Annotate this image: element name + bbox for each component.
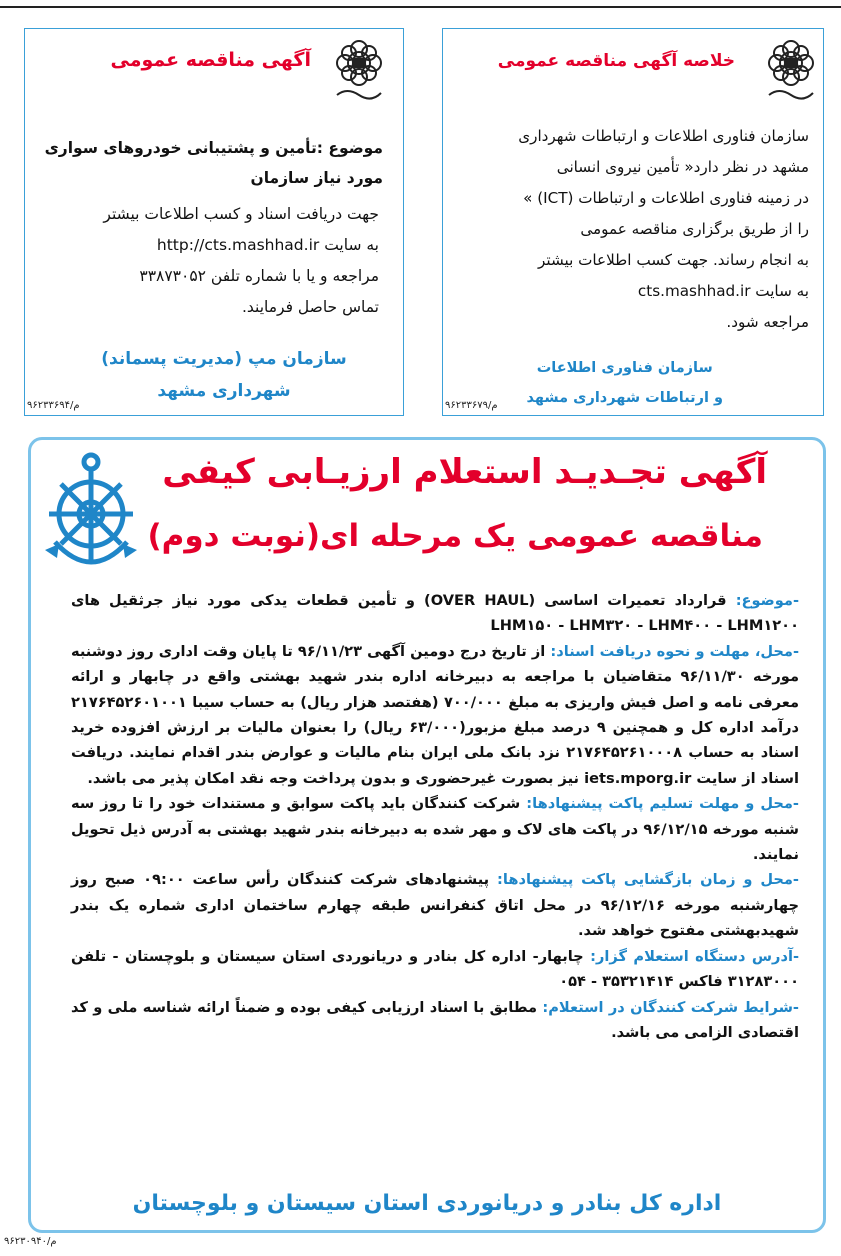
mashhad-municipality-logo bbox=[763, 35, 819, 109]
left-tender-ad bbox=[24, 28, 404, 416]
section-address bbox=[71, 948, 799, 990]
body-line: را از طریق برگزاری مناقصه عمومی bbox=[580, 220, 809, 238]
main-ad-footer: اداره کل بنادر و دریانوردی استان سیستان و بلوچستان bbox=[132, 1191, 722, 1216]
main-ad-body bbox=[71, 588, 799, 1045]
body-line: به سایت http://cts.mashhad.ir bbox=[156, 236, 379, 254]
body-line: مراجعه و یا با شماره تلفن ۳۳۸۷۳۰۵۲ bbox=[139, 267, 379, 285]
signature-line: و ارتباطات شهرداری مشهد bbox=[526, 390, 723, 406]
section-text: مطابق با اسناد ارزیابی کیفی بوده و ضمناً ارائه شناسه ملی و کد اقتصادی الزامی می باشد. bbox=[71, 998, 799, 1041]
body-line: جهت دریافت اسناد و کسب اطلاعات بیشتر bbox=[103, 205, 379, 223]
body-line: مشهد در نظر دارد« تأمین نیروی انسانی bbox=[556, 158, 809, 176]
section-label: -آدرس دستگاه استعلام گزار: bbox=[590, 947, 800, 965]
right-tender-ad bbox=[442, 28, 824, 416]
main-title: آگهی تجـدیـد استعلام ارزیـابی کیفی bbox=[162, 452, 767, 492]
body-line: به انجام رساند. جهت کسب اطلاعات بیشتر bbox=[537, 251, 809, 269]
left-ad-subject bbox=[45, 133, 383, 193]
section-text: پیشنهادهای شرکت کنندگان رأس ساعت ۰۹:۰۰ صبح روز چهارشنبه مورخه ۹۶/۱۲/۱۶ در محل اتاق کنفرانس طبقه چهارم ساختمان اداری شماره یک بندر شهیدبهشتی مفتوح خواهد شد. bbox=[71, 871, 800, 940]
left-ad-body bbox=[103, 199, 379, 323]
left-ad-title: آگهی مناقصه عمومی bbox=[110, 49, 311, 71]
section-text: شرکت کنندگان باید پاکت سوابق و مستندات خود را تا روز سه شنبه مورخه ۹۶/۱۲/۱۵ در پاکت های لاک و مهر شده به دبیرخانه بندر شهید بهشتی به آدرس ذیل تحویل نمایند. bbox=[71, 795, 800, 864]
main-ad-ref: م/۹۶۲۳۰۹۴۰ bbox=[4, 1236, 57, 1247]
signature-line: شهرداری مشهد bbox=[157, 381, 291, 401]
section-submission bbox=[71, 795, 799, 863]
section-label: -شرایط شرکت کنندگان در استعلام: bbox=[542, 998, 799, 1016]
section-label: -موضوع: bbox=[735, 592, 800, 609]
signature-line: سازمان فناوری اطلاعات bbox=[536, 360, 713, 376]
section-label: -محل، مهلت و نحوه دریافت اسناد: bbox=[550, 642, 800, 660]
subject-line: مورد نیاز سازمان bbox=[250, 169, 383, 187]
section-opening bbox=[71, 871, 799, 939]
subject-line: موضوع :تأمین و پشتیبانی خودروهای سواری bbox=[44, 139, 383, 157]
section-label: -محل و زمان بازگشایی پاکت پیشنهادها: bbox=[497, 871, 799, 889]
body-line: در زمینه فناوری اطلاعات و ارتباطات (ICT) » bbox=[523, 189, 809, 207]
section-label: -محل و مهلت تسلیم پاکت پیشنهادها: bbox=[526, 795, 799, 813]
mashhad-municipality-logo bbox=[331, 35, 387, 109]
body-line: تماس حاصل فرمایند. bbox=[241, 298, 379, 316]
section-text: چابهار- اداره کل بنادر و دریانوردی استان سیستان و بلوچستان - تلفن ۳۱۲۸۳۰۰۰ فاکس ۳۵۳۲۱۴۱۴ - ۰۵۴ bbox=[71, 947, 799, 991]
right-ad-signature bbox=[526, 353, 723, 413]
left-ad-signature bbox=[65, 343, 383, 407]
body-line: مراجعه شود. bbox=[726, 313, 809, 331]
right-ad-body bbox=[518, 121, 809, 338]
signature-line: سازمان مپ (مدیریت پسماند) bbox=[101, 349, 347, 369]
anchor-wheel-logo bbox=[41, 450, 141, 578]
main-subtitle: مناقصه عمومی یک مرحله ای(نوبت دوم) bbox=[147, 518, 763, 554]
section-documents bbox=[71, 643, 799, 787]
body-line: سازمان فناوری اطلاعات و ارتباطات شهرداری bbox=[518, 127, 809, 145]
top-rule bbox=[0, 6, 841, 8]
left-ad-ref: م/۹۶۲۳۳۶۹۴ bbox=[27, 400, 80, 411]
section-conditions bbox=[71, 999, 799, 1041]
section-subject bbox=[71, 592, 799, 634]
right-ad-title: خلاصه آگهی مناقصه عمومی bbox=[497, 51, 735, 71]
right-ad-ref: م/۹۶۲۳۳۶۷۹ bbox=[445, 400, 498, 411]
main-tender-ad bbox=[28, 437, 826, 1233]
section-text: از تاریخ درج دومین آگهی ۹۶/۱۱/۲۳ تا پایان وقت اداری روز دوشنبه مورخه ۹۶/۱۱/۳۰ متقاضیان با مراجعه به دبیرخانه اداره بندر شهید بهشتی واقع در چابهار و ارائه معرفی نامه و اصل فیش واریزی به مبلغ ۷۰۰/۰۰۰ (هفتصد هزار ریال) به حساب سیبا ۲۱۷۶۴۵۲۶۰۱۰۰۱ درآمد اداره کل و همچنین ۹ درصد مبلغ مزبور(۶۳/۰۰۰ ریال) را بعنوان مالیات بر ارزش افزوده خرید اسناد به حساب ۲۱۷۶۴۵۲۶۱۰۰۰۸ نزد بانک ملی ایران بنام مالیات و عوارض بندر اقدام نمایند. دریافت اسناد از سایت iets.mporg.ir نیز بصورت غیرحضوری و بدون پرداخت وجه نقد امکان پذیر می باشد. bbox=[71, 642, 799, 787]
body-line: به سایت cts.mashhad.ir bbox=[637, 282, 809, 300]
section-text: قرارداد تعمیرات اساسی (OVER HAUL) و تأمین قطعات یدکی مورد نیاز جرثقیل های LHM۱۵۰ - LHM۳۲۰ - LHM۴۰۰ - LHM۱۲۰۰ bbox=[71, 592, 799, 635]
